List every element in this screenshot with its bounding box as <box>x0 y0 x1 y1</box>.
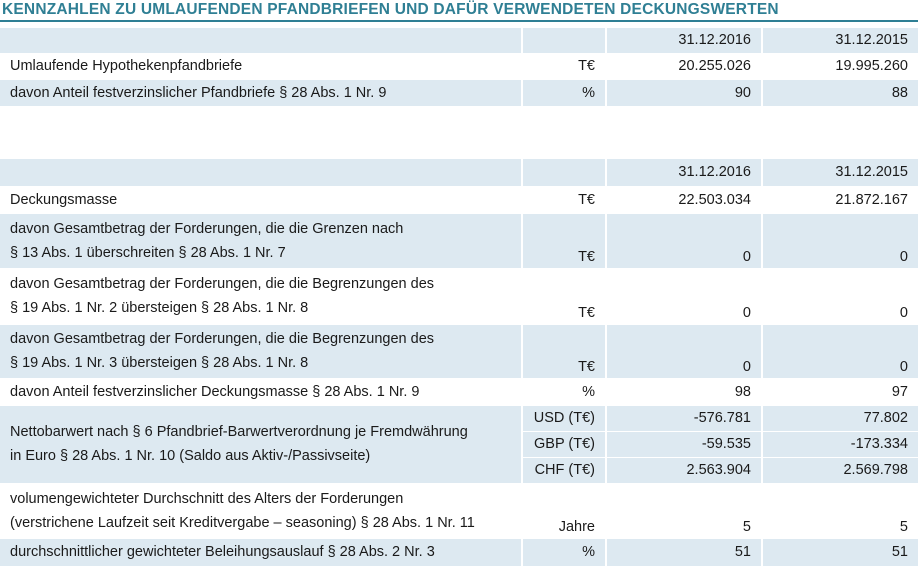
table-pfandbriefe <box>0 28 918 107</box>
row-value-2015: 88 <box>762 79 918 106</box>
row-unit: T€ <box>522 53 606 79</box>
row-unit: T€ <box>522 186 606 213</box>
row-value-2015: 0 <box>762 268 918 324</box>
table-row <box>0 324 918 378</box>
header-2016: 31.12.2016 <box>606 159 762 186</box>
table-row <box>0 186 918 213</box>
row-unit: % <box>522 538 606 566</box>
row-label-line2: § 19 Abs. 1 Nr. 3 übersteigen § 28 Abs. 1 Nr. 8 <box>10 355 309 371</box>
row-value-2015: 51 <box>762 538 918 566</box>
table-row <box>0 538 918 566</box>
row-value-2016: 22.503.034 <box>606 186 762 213</box>
fx-label-line2: in Euro § 28 Abs. 1 Nr. 10 (Saldo aus Aktiv-/Passivseite) <box>10 448 371 464</box>
row-label-line2: (verstrichene Laufzeit seit Kreditvergabe – seasoning) § 28 Abs. 1 Nr. 11 <box>10 514 475 531</box>
row-label: davon Anteil festverzinslicher Pfandbriefe § 28 Abs. 1 Nr. 9 <box>0 79 522 106</box>
table-row <box>0 53 918 79</box>
row-label: Deckungsmasse <box>0 186 522 213</box>
row-value-2015: 5 <box>762 483 918 538</box>
fx-unit-usd: USD (T€) <box>522 405 606 431</box>
row-label-line2: § 13 Abs. 1 überschreiten § 28 Abs. 1 Nr. 7 <box>10 244 286 261</box>
row-label-line1: davon Gesamtbetrag der Forderungen, die die Grenzen nach <box>10 220 404 237</box>
fx-value-2015-gbp: -173.334 <box>762 431 918 457</box>
row-label <box>0 324 522 378</box>
fx-value-2016-gbp: -59.535 <box>606 431 762 457</box>
row-unit: % <box>522 378 606 405</box>
row-unit: T€ <box>522 324 606 378</box>
table-row <box>0 378 918 405</box>
fx-label <box>0 405 522 483</box>
header-empty <box>0 28 522 53</box>
row-label <box>0 268 522 324</box>
table-header-row <box>0 28 918 53</box>
table-row <box>0 79 918 106</box>
row-label: durchschnittlicher gewichteter Beleihungsauslauf § 28 Abs. 2 Nr. 3 <box>0 538 522 566</box>
header-2015: 31.12.2015 <box>762 159 918 186</box>
row-value-2015: 21.872.167 <box>762 186 918 213</box>
row-value-2016: 0 <box>606 268 762 324</box>
row-value-2016: 5 <box>606 483 762 538</box>
table-row <box>0 268 918 324</box>
header-unit-empty <box>522 159 606 186</box>
fx-value-2015-chf: 2.569.798 <box>762 457 918 483</box>
fx-unit-gbp: GBP (T€) <box>522 431 606 457</box>
header-unit-empty <box>522 28 606 53</box>
title-rule <box>0 20 918 22</box>
fx-value-2016-chf: 2.563.904 <box>606 457 762 483</box>
fx-row-usd <box>0 405 918 431</box>
row-unit: T€ <box>522 213 606 268</box>
row-value-2015: 0 <box>762 324 918 378</box>
header-2016: 31.12.2016 <box>606 28 762 53</box>
row-value-2015: 97 <box>762 378 918 405</box>
header-empty <box>0 159 522 186</box>
fx-unit-chf: CHF (T€) <box>522 457 606 483</box>
table-header-row <box>0 159 918 186</box>
table-row <box>0 213 918 268</box>
row-value-2016: 90 <box>606 79 762 106</box>
row-value-2016: 98 <box>606 378 762 405</box>
row-unit: % <box>522 79 606 106</box>
row-label: Umlaufende Hypothekenpfandbriefe <box>0 53 522 79</box>
row-value-2016: 20.255.026 <box>606 53 762 79</box>
row-value-2016: 0 <box>606 213 762 268</box>
row-label <box>0 213 522 268</box>
row-unit: T€ <box>522 268 606 324</box>
table-row <box>0 483 918 538</box>
table-deckungswerte <box>0 159 918 567</box>
row-label: davon Anteil festverzinslicher Deckungsmasse § 28 Abs. 1 Nr. 9 <box>0 378 522 405</box>
row-label-line1: davon Gesamtbetrag der Forderungen, die die Begrenzungen des <box>10 276 435 292</box>
row-value-2015: 0 <box>762 213 918 268</box>
row-label <box>0 483 522 538</box>
row-label-line1: volumengewichteter Durchschnitt des Alters der Forderungen <box>10 490 404 507</box>
row-label-line2: § 19 Abs. 1 Nr. 2 übersteigen § 28 Abs. 1 Nr. 8 <box>10 300 309 316</box>
section-title: KENNZAHLEN ZU UMLAUFENDEN PFANDBRIEFEN UND DAFÜR VERWENDETEN DECKUNGSWERTEN <box>2 1 779 18</box>
row-unit: Jahre <box>522 483 606 538</box>
fx-label-line1: Nettobarwert nach § 6 Pfandbrief-Barwertverordnung je Fremdwährung <box>10 424 468 440</box>
row-label-line1: davon Gesamtbetrag der Forderungen, die die Begrenzungen des <box>10 331 435 347</box>
fx-value-2015-usd: 77.802 <box>762 405 918 431</box>
row-value-2016: 51 <box>606 538 762 566</box>
fx-value-2016-usd: -576.781 <box>606 405 762 431</box>
row-value-2016: 0 <box>606 324 762 378</box>
header-2015: 31.12.2015 <box>762 28 918 53</box>
row-value-2015: 19.995.260 <box>762 53 918 79</box>
